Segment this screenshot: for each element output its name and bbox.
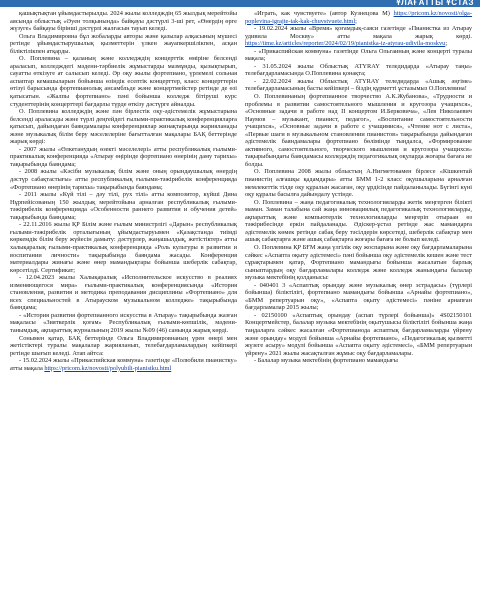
paragraph-text: О. Поплевина – жаңа педагогикалық технологияларды жетік меңгерген білікті маман. Заман талабына сай жаңа инновациялық педагогикалық технологияларды, ақпараттық және компьютерлік технологияларды меңгеріп отыраан өз тәжірибесінде еркін пайдаланады. Әдіскер-ұстаз ретінде жас мамандарға әдістемелік көмек ретінде сабақ беру тәсілдерін көрсетеді, шеберлік сабақтар мен ашық сабақтарға және ашық сабақтарға жоғары бағаға ие болып келеді. [245,198,472,244]
paragraph-text: Ольга Владимировна бұл жобаларды авторы және қазылар алқасының мүшесі ретінде ұйымдастырушылық қызметтерін үлкен жауапкершілікпен, асқан біліктілікпен атқарды. [10,32,237,55]
paragraph [245,93,472,168]
paragraph [245,78,472,93]
paragraph [245,312,472,357]
paragraph [245,357,472,365]
section-header-title: ҰЛАҒАТТЫ ҰСТАЗ [396,0,474,7]
paragraph-text: - 22.11.2016 жылы ҚР Білім және ғылым министрлігі «Дарын» республикалық ғылыми-тәжірибелік орталығының ұйымдастыруымен «Қазақстанда тиімді көркемдік білім беру жүйесін дамыту: дәстүрлер, жаңашылдық, жетістіктер» атты халықаралық ғылыми-практикалық конференцияда «Роль культуры в развитии и воспитании личности» тақырыбында баяндама жасады. Конференция материалдары жинағы және өнер мамандықтары бойынша шеберлік сабақтар, көрсетілді. Сертификат; [10,221,237,274]
paragraph [10,168,237,191]
paragraph [245,25,472,48]
paragraph-text: О. Поплевина – қаланың және колледждің концерттік өміріне белсенді араласып, колледждегі мәдени-тәрбиелік жұмыстарды мазмұнды, қызықтырып, сауатты өткізуге ат салысып келеді. Әр оқу жылы фортепиано, үрлемелі сольная аспаптар кемашыларын бойынша өзіндік есептік концерттер, класс концерттерін өтізуі барысында фортепианолық ансамбльде және концертмейстер ретінде де өзі қатысатын. «Жалпы фортепиано» пәні бойынша колледж бітіруші курс студенттерінің концерттері бағдарлы түрде өткізу дәстүрге айналды. [10,55,237,108]
paragraph-text: - 15.02.2024 жылы «Прикаспийская коммуна» газетінде «Полюбили пианистку» атты мақала [10,357,237,372]
paragraph [245,199,472,244]
paragraph-text: «Играть, как чувствуете» (автор Кузнецова М) [254,10,394,17]
right-column [245,10,472,596]
paragraph-text: - 02150100 «Аспаптық орындау (аспап түрлері бойынша)» 4S02150101 Концертмейстер, балалар музыка мектебінің оқытушысы біліктілігі бойынша жаңа таңдаларға сәйкес жасалған «Фортепианода аспаптық бағдарламаларды үйрену және орындау» модулі бойынша «Арнайы фортепиано», «Педагогикалық қызметті жүзеге асыру» модулі бойынша «Аспапта оқыту әдістемесі», «БММ репертуарын үйрену» 2021 жылы жасақталған жұмыс оқу бағдарламалары. [245,311,472,357]
paragraph-text: қашықтықтан ұйымдастырылды. 2024 жылы колледждің 65 жылдық мерейтойы аясында облыстық «Әуен толқынында» байқауы дәстүрлі 3-ші рет, «Өнердің өрге жүзуге» байқауы бірінші дәстүрлі жалғасын тауып келеді. [10,10,237,33]
paragraph [10,191,237,221]
paragraph-text: - 2007 жылы «Өлкетанудың өзекті мәселелері» атты республикалық ғылыми-практикалық конференцияда «Атырау өңірінде фортепиано өнерінің даму тарихы» тақырыбында баяндама; [10,145,237,168]
paragraph [245,244,472,282]
paragraph-text: - 19.02.2024 жылы «Время» қоғамдық-саяси газетінде «Пианистка из Атырау удивила Москву» атты мақала жарық көрді. [245,25,472,40]
paragraph [10,108,237,146]
header-bar [0,0,480,7]
paragraph-text: О. Поплевинаның фортепианное творчество А.К.Жубанова», «Трудности и проблемы в развитии самостоятельного мышления и кругозора учащихся», «Основные задачи в работе над II концертом И.Берковича», «Лев Николаевич Наумов – музыкант, пианист, педагог», «Воспитание самостоятельности учащихся», «Основные задачи в работе с учащимися», «Чтение нот с листа», «Первые шаги в музыкальном становлении пианистов» тақырыбында дайындаған әдістемелік баяндамалары фортепиано бөлімінде тыңдалса, «Формирование активного, самостоятельного, творческого мышления и кругозора учащихся» тақырыбындағы баяндамасы колледждің педагогикалық оқуларда жоғары бағаға ие болды. [245,93,472,168]
paragraph [245,10,472,25]
paragraph [245,168,472,198]
paragraph-text: - 22.02.2024 жылы Облыстық АТYRAY теледидарда «Ашық әңгіме» телебағдарламасының басты кейіпкері – біздің құрметті ұстазымыз О.Поплевина! [245,77,472,93]
left-column [10,10,237,596]
paragraph-text: - 12.04.2023 жылы Халықаралық «Исполнительское искусство в реалиях изменяющегося мира» ғылыми-практикалық конференциясында «История становления, развития и методика преподавания дисциплины «Фортепиано» для всех специальностей в Атырауском музыкальном колледже» тақырыбында баяндама; [10,274,237,312]
paragraph-text: - 040401 3 «Аспаптық орындау және музыкалық өнер эстрадасы» (түрлері бойынша) біліктілігі, фортепиано мамандығы бойынша «Арнайы фортепиано», «БММ репертуарын оқу», «Аспапта оқыту әдістемесі» пәніне арнапған бағдарламалар 2015 жылы; [245,281,472,312]
paragraph [10,357,237,372]
paragraph-text: - Балалар музыка мектебінің фортепиано мамандығы [254,357,398,365]
paragraph [10,312,237,335]
paragraph-suffix: ; [445,40,448,48]
paragraph [245,282,472,312]
url-link[interactable]: https://pricom.kz/novosti/olga-poplevina-igrajte-tak-kak-chuvstvuete.html [245,10,472,25]
paragraph-text: Сонымен қатар, БАҚ беттерінде Ольга Владимировнаның үрен өнері мен жетістіктері туралы мақалалар жарияланып, телебағдарламалардың кейіпкері ретінде шығып келеді. Атап айтса: [10,334,237,357]
paragraph-suffix: ; [355,17,357,25]
paragraph-text: - «История развития фортепианного искусства в Атырау» тақырыбында жазған мақаласы «Зияткерлік қоғам» Республикалық ғылыми-көпшілік, мәдени-танымдық, ақпараттық журналының 2019 жылы №09 (46) санында жарық көрді. [10,311,237,334]
paragraph [10,10,237,33]
url-link[interactable]: https://time.kz/articles/reporter/2024/02/19/pianistka-iz-atyrau-udivila-moskvu [245,40,446,48]
paragraph [10,146,237,169]
paragraph-text: О. Поплевина ҚР БҒМ жаңа үлгілік оқу жоспарына және оқу бағдарламаларына сәйкес «Аспапта оқыту әдістемесі» пәні бойынша оқу әдістемелік кешен және тест сұрақтарымен қатар, Фортепиано мамандығы бойынша жасалатын барлық сыныптардың оқу бағдарламалары колледж және колледж жанындағы балалар музыка мектебінің қолданысы: [245,243,472,282]
paragraph-text: О. Поплевина колледждің және пән бірлестік оқу-әдістемелік жұмыстарына белсенді араласады және түрлі деңгейдегі ғылыми-практикалық конференцияларға қатысып, дайындаған баяндамалары конференциялар жинақтарында жарияланады және музыкалық білім беру мәселелеріне бағытталған мақалары БАҚ беттерінде жарық көрді: [10,108,237,146]
paragraph [245,63,472,78]
paragraph-text: - «Прикаспийская коммуна» газетінде Ольга Ольгаиның және концерті туралы мақала; [245,47,472,63]
url-link[interactable]: https://pricom.kz/novosti/polyubili-pianistku.html [44,364,172,372]
paragraph [10,274,237,312]
paragraph [10,33,237,56]
paragraph [10,55,237,108]
paragraph-text: - 2011 жылы «Күй тілі – дәу тілі, рух тілі» атты композитор, күйші Дина Нұрпейісованың 150 жылдық мерейтойына арналған республикалық ғылыми-тәжірибелік конференцияда «Особенности раннего развития и обучения детей» тақырыбында баяндама; [10,191,237,221]
paragraph-text: - 2008 жылы «Кәсіби музыкалық білім және оның орындаушылық өнердің дәстүр сабақтастығы» атты республикалық ғылыми-тәжірибелік конференцияда «Фортепиано өнерінің тарихы» тақырыбында баяндама; [10,168,237,191]
paragraph [245,48,472,63]
paragraph-text: О. Поплевина 2008 жылы облыстың А.Нигметовамен бірлесе «Кішкентай пианистің алғашқы қадамдары» атты БММ 1-2 класс оқушыларына арналған мемлекеттік тілде оқу құралын жасаған, оқу ұрдісінде пайдаланылады. Бүгінгі күні оқу құралы басылға дайындалу үстінде. [245,168,472,199]
paragraph [10,335,237,358]
text-columns [10,10,472,596]
paragraph-text: - 31.05.2024 жылы Облыстық АТYRAY теледидарда «Атырау таңы» телебағдарламасында О.Поплевина қонақта; [245,62,472,78]
paragraph [10,221,237,274]
